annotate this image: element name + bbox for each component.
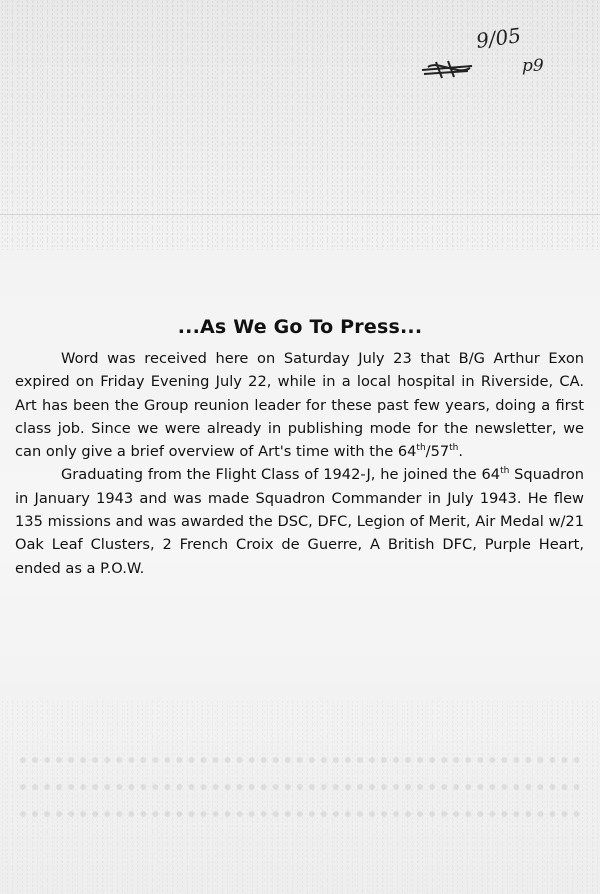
handwritten-date: 9/05: [474, 22, 523, 54]
superscript-th: th: [416, 443, 426, 454]
superscript-th: th: [449, 443, 459, 454]
paragraph-2-text: Graduating from the Flight Class of 1942-J, he joined the 64: [61, 466, 501, 484]
fold-line: [0, 214, 600, 215]
paragraph-2: [15, 463, 584, 579]
paragraph-1-mid: /57: [425, 443, 450, 461]
superscript-th: th: [500, 466, 510, 477]
bleed-through-text: [0, 740, 600, 820]
article-title: ...As We Go To Press...: [177, 316, 423, 338]
article-body: [15, 347, 584, 580]
paragraph-1: [15, 347, 584, 463]
paragraph-2-end: Squadron in January 1943 and was made Squadron Commander in July 1943. He flew 135 missions and was awarded the DSC, DFC, Legion of Merit, Air Medal w/21 Oak Leaf Clusters, 2 French Croix de Guerre, A British DFC, Purple Heart, ended as a P.O.W.: [15, 466, 585, 577]
paragraph-1-end: .: [458, 443, 464, 461]
paragraph-1-text: Word was received here on Saturday July 23 that B/G Arthur Exon expired on Friday Evening July 22, while in a local hospital in Riverside, CA. Art has been the Group reunion leader for these past few years, doing a first class job. Since we were already in publishing mode for the newsletter, we can only give a brief overview of Art's time with the 64: [15, 350, 584, 461]
handwritten-page-number: p9: [522, 56, 544, 76]
scribble-mark: [418, 58, 478, 80]
